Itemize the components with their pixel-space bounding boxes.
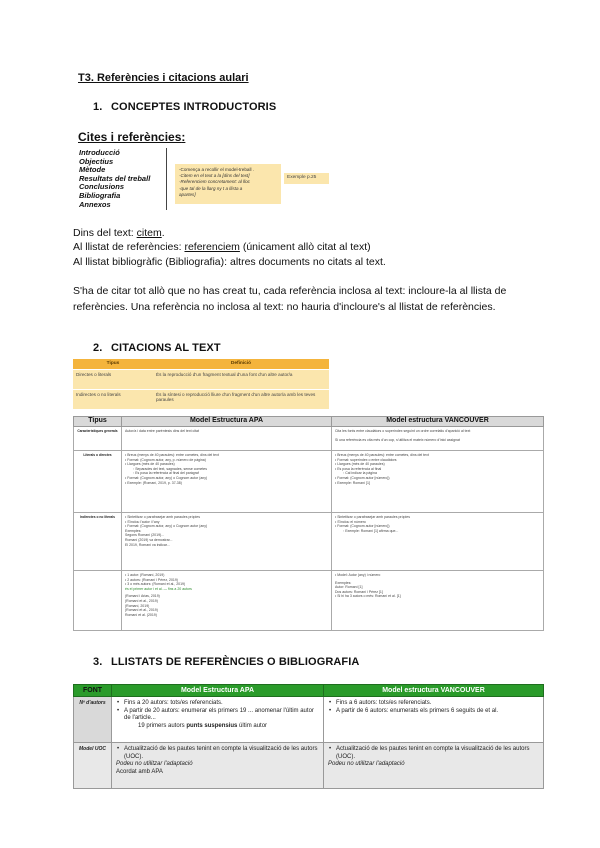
- section-heading-2: [93, 342, 221, 354]
- row-header: Model UOC: [74, 743, 112, 789]
- note-box: [175, 164, 281, 204]
- cell-line: Romaní (2019) va demostrar...: [125, 537, 173, 542]
- note-line: -Referenciem concretament: al lloc: [179, 179, 250, 185]
- cell-line: ◦ Separades del text, sagnades, sense cometes: [133, 466, 208, 471]
- models-table: [73, 416, 544, 631]
- structure-item: Introducció: [79, 148, 120, 157]
- cell-line: • Es posa la referència al final: [335, 466, 382, 471]
- cell-line: • Exemple: Romaní [1]: [335, 480, 370, 485]
- text: últim autor: [237, 722, 268, 729]
- text: Al llistat de referències:: [73, 241, 185, 253]
- table-row: [74, 451, 544, 513]
- types-table: [73, 359, 329, 409]
- table-cell: [324, 697, 544, 743]
- cell-line: (Romaní et al., 2019): [125, 608, 158, 613]
- table-row: [74, 427, 544, 451]
- structure-item: Objectius: [79, 156, 114, 166]
- cell-line: • S'inclou l'autor i l'any: [125, 519, 160, 524]
- table-header: Definició: [153, 359, 329, 369]
- table-cell: [332, 571, 544, 631]
- structure-item: Resultats del treball: [79, 173, 151, 183]
- sub-item: [116, 723, 319, 731]
- cell-line: El 2019, Romaní va indicar...: [125, 542, 170, 547]
- row-header: Indirectes o no literals: [74, 513, 122, 571]
- table-cell: [332, 427, 544, 451]
- row-header: Nº d'autors: [74, 697, 112, 743]
- text: 19 primers autors: [138, 722, 187, 729]
- table-cell: [122, 571, 332, 631]
- section-label: CONCEPTES INTRODUCTORIS: [111, 101, 277, 113]
- intro-line-1: [73, 226, 543, 241]
- cell-line: • Llargues (més de 40 paraules): [125, 462, 175, 467]
- cell-line: Dos autors: Romaní i Pérez [1]: [335, 589, 383, 594]
- cell-line: • Format: (Cognom autor [número]): [335, 475, 390, 480]
- table-header: Model Estructura APA: [112, 685, 324, 697]
- intro-line-3: Al llistat bibliogràfic (Bibliografia): altres documents no citats al text.: [73, 256, 386, 268]
- table-row: [73, 389, 329, 409]
- underlined-term: referenciem: [184, 241, 240, 253]
- cell-line: • 3 o més autors: (Romaní et al., 2019): [125, 582, 186, 587]
- text: Dins del text:: [73, 227, 137, 239]
- table-header: Model estructura VANCOUVER: [332, 417, 544, 427]
- table-row: [74, 571, 544, 631]
- font-table: [73, 684, 544, 789]
- cell-line: • Breus (menys de 40 paraules): entre cometes, dins del text: [125, 453, 219, 457]
- cell-line: (Romaní i Arias, 2019): [125, 594, 160, 599]
- table-cell: És la reproducció d'un fragment textual d'una font d'un altre autor/a: [153, 369, 329, 389]
- paragraph: S'ha de citar tot allò que no has creat tu, cada referència inclosa al text: incloure-la al llista de referències. Una referència no inclosa al text: no hauria d'incloure's al llistat de referències.: [73, 285, 507, 313]
- cell-line: Segons Romaní (2019)...: [125, 533, 165, 538]
- row-header: Característiques generals: [74, 427, 122, 451]
- cell-line: • Exemple: (Romaní, 2019, p. 37-38): [125, 480, 182, 485]
- structure-item: Bibliografia: [79, 190, 121, 200]
- cites-heading-text: Cites i referències: [78, 130, 182, 144]
- bullet-item: • Actualització de les pautes tenint en compte la visualització de les autors (UOC).: [116, 746, 319, 761]
- section-heading-1: [93, 101, 276, 113]
- note-text: Acordat amb APA: [116, 768, 163, 775]
- section-number: 2.: [93, 342, 103, 354]
- document-title: T3. Referències i citacions aulari: [78, 72, 249, 84]
- intro-line-2: [73, 240, 543, 255]
- cell-line: • Si hi ha 3 autors o més: Romaní et al. [1]: [335, 594, 401, 599]
- section-label: LLISTATS DE REFERÈNCIES O BIBLIOGRAFIA: [111, 656, 360, 668]
- cell-line: • Format: (Cognom autor [número]): [335, 524, 390, 529]
- bullet-item: • A partir de 20 autors: enumerar els primers 19 ... anomenar l'últim autor de l'article...: [116, 708, 319, 723]
- structure-item: Mètode: [79, 165, 106, 175]
- note-line: apartes]: [179, 191, 196, 197]
- page-note: Exemple p.25: [284, 173, 329, 184]
- row-header: [74, 571, 122, 631]
- note-text: Podeu no utilitzar l'adaptació: [116, 761, 193, 768]
- cell-line: ◦ Exemple: Romaní [1] afirma que...: [343, 528, 399, 533]
- note-text: Podeu no utilitzar l'adaptació: [328, 761, 405, 768]
- note-line: -Citem en el text a la [dins del text]: [179, 173, 250, 179]
- section-number: 3.: [93, 656, 103, 668]
- cell-line: • Sintetitzar o parafrasejar amb paraules pròpies: [125, 515, 200, 519]
- table-header: Tipus: [74, 417, 122, 427]
- cell-line: • Llargues (més de 40 paraules): [335, 462, 385, 467]
- table-cell: [122, 427, 332, 451]
- structure-item: Conclusions: [79, 182, 125, 192]
- cell-line: • Model: Autor (any) i número: [335, 573, 381, 577]
- cell-line: • 2 autors: (Romaní i Pérez, 2019): [125, 577, 178, 582]
- bullet-item: • Fins a 20 autors: tots/es referenciats.: [116, 700, 319, 708]
- table-header: Tipus: [73, 359, 153, 369]
- table-header: Model estructura VANCOUVER: [324, 685, 544, 697]
- structure-divider: [166, 148, 167, 210]
- table-cell: Directes o literals: [73, 369, 153, 389]
- cell-line: Exemples:: [125, 528, 142, 533]
- cell-line: Autor: Romaní [1]: [335, 585, 363, 590]
- table-cell: [122, 451, 332, 513]
- structure-item: Annexos: [79, 199, 111, 209]
- cell-line: • 1 autor: (Romaní, 2019): [125, 573, 165, 577]
- section-number: 1.: [93, 101, 103, 113]
- cell-line: és el primer autor i et al. — fins a 20 autors: [125, 586, 192, 591]
- table-row: [73, 369, 329, 389]
- cell-line: ◦ Es posa la referència al final del paràgraf: [133, 471, 199, 476]
- cell-line: Autor/a i data entre parèntesis dins del text citat: [125, 429, 199, 433]
- cell-line: Exemples:: [335, 580, 352, 585]
- table-cell: [112, 743, 324, 789]
- note-line: -que tal de la llarg ny t a llista a: [179, 185, 243, 191]
- section-heading-3: [93, 656, 359, 668]
- bullet-item: • A partir de 6 autors: enumerats els primers 6 seguits de et al.: [328, 708, 539, 716]
- section-label: CITACIONS AL TEXT: [111, 342, 221, 354]
- cell-line: (Romaní et al., 2019): [125, 598, 158, 603]
- table-cell: Indirectes o no literals: [73, 389, 153, 409]
- table-cell: [324, 743, 544, 789]
- cell-line: • S'inclou el número: [335, 519, 366, 524]
- cell-line: • Format: superíndex o entre claudàtors: [335, 457, 397, 462]
- table-cell: [332, 513, 544, 571]
- table-row: [74, 513, 544, 571]
- cell-line: Cita les fonts entre claudàtors o superíndex seguint un ordre correlatiu d'aparició al text: [335, 429, 471, 433]
- cell-line: • Sintetitzar o parafrasejar amb paraules pròpies: [335, 515, 410, 519]
- table-row: [74, 697, 544, 743]
- table-header: FONT: [74, 685, 112, 697]
- structure-list: [79, 149, 169, 209]
- bullet-item: • Fins a 6 autors: tots/es referenciats.: [328, 700, 539, 708]
- cell-line: Si una referència es cita més d'un cop, s'utilitza el mateix número d'inici assignat: [335, 437, 460, 442]
- bold-text: punts suspensius: [186, 722, 238, 729]
- table-cell: [112, 697, 324, 743]
- bullet-item: • Actualització de les pautes tenint en compte la visualització de les autors (UOC).: [328, 746, 539, 761]
- table-header: Model Estructura APA: [122, 417, 332, 427]
- cell-line: • Format: (Cognom autor, any) o Cognom autor (any): [125, 524, 208, 529]
- underlined-term: citem: [136, 227, 162, 239]
- table-cell: [122, 513, 332, 571]
- cell-line: • Breus (menys de 40 paraules): entre cometes, dins del text: [335, 453, 429, 457]
- table-cell: És la síntesi o reproducció lliure d'un fragment d'un altre autor/a amb les teves paraules: [153, 389, 329, 409]
- text: (únicament allò citat al text): [239, 241, 371, 253]
- cites-heading: [78, 130, 185, 144]
- cites-heading-colon: :: [181, 130, 186, 144]
- row-header: Literals o directes: [74, 451, 122, 513]
- cell-line: ◦ Cal indicar la pàgina: [343, 471, 377, 476]
- table-row: [74, 743, 544, 789]
- note-line: -Comença a recollir el model-treball .: [179, 167, 255, 172]
- table-cell: [332, 451, 544, 513]
- cell-line: Romaní et al. (2019): [125, 612, 157, 617]
- text: .: [161, 227, 165, 239]
- cell-line: • Format: (Cognom autor, any) o Cognom autor (any): [125, 475, 208, 480]
- cell-line: • Format: (Cognom autor, any, p. número de pàgina): [125, 457, 206, 462]
- cell-line: (Romaní, 2019): [125, 603, 150, 608]
